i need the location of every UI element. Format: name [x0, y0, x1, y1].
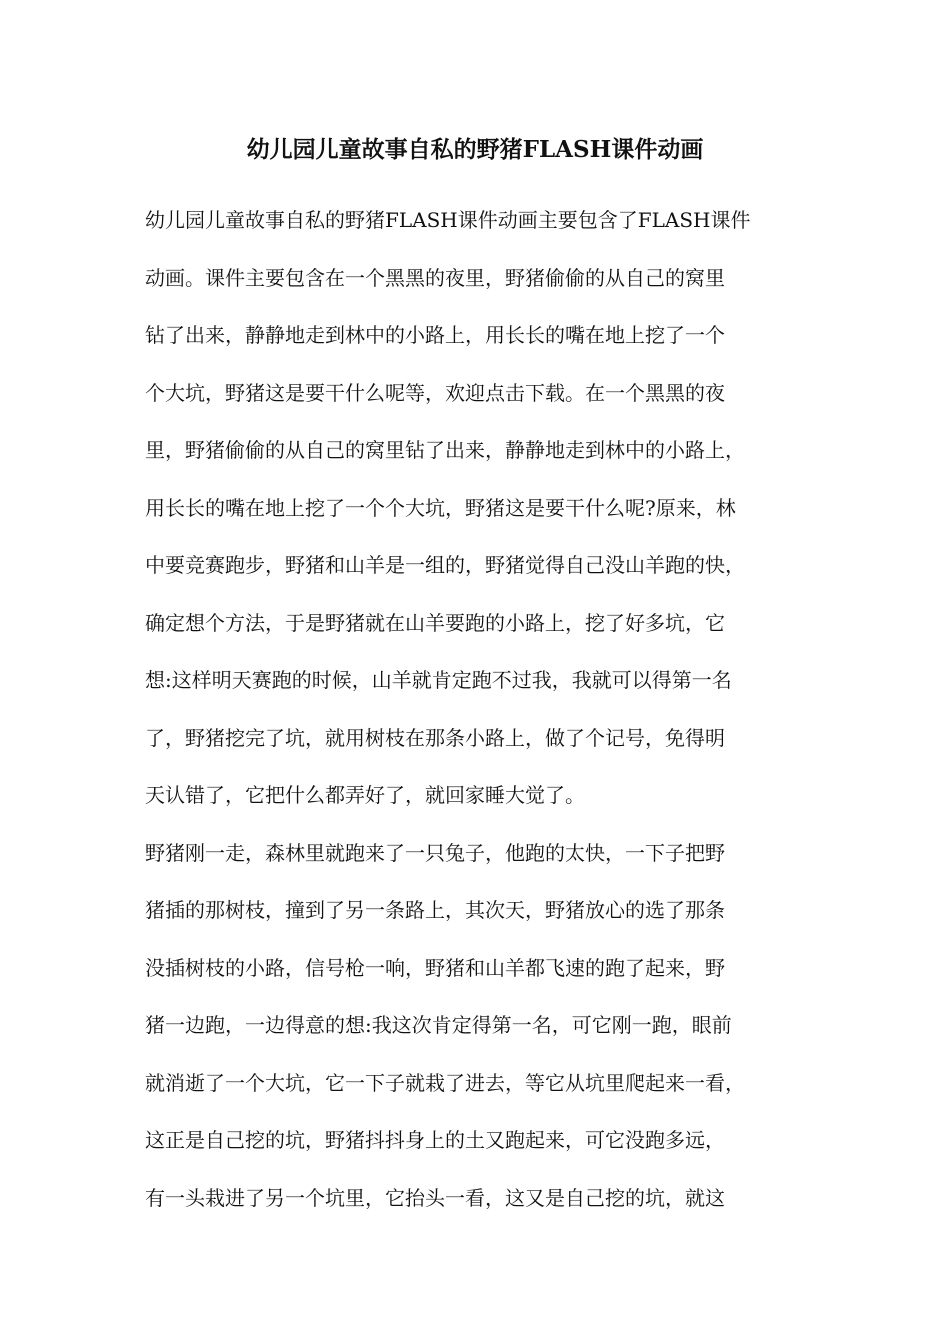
body-line-15: 猪一边跑，一边得意的想:我这次肯定得第一名，可它刚一跑，眼前 [145, 1013, 732, 1037]
body-line-9: 想:这样明天赛跑的时候，山羊就肯定跑不过我，我就可以得第一名 [145, 668, 732, 692]
body-line-3: 钻了出来，静静地走到林中的小路上，用长长的嘴在地上挖了一个 [145, 323, 725, 347]
body-line-11: 天认错了，它把什么都弄好了，就回家睡大觉了。 [145, 783, 585, 807]
body-line-12: 野猪刚一走，森林里就跑来了一只兔子，他跑的太快，一下子把野 [145, 841, 725, 865]
body-line-10: 了，野猪挖完了坑，就用树枝在那条小路上，做了个记号，免得明 [145, 726, 725, 750]
document-title: 幼儿园儿童故事自私的野猪FLASH课件动画 [246, 136, 704, 163]
body-line-18: 有一头栽进了另一个坑里，它抬头一看，这又是自己挖的坑，就这 [145, 1186, 725, 1210]
body-line-7: 中要竞赛跑步，野猪和山羊是一组的，野猪觉得自己没山羊跑的快， [145, 553, 745, 577]
body-line-6: 用长长的嘴在地上挖了一个个大坑，野猪这是要干什么呢?原来，林 [145, 496, 736, 520]
body-line-14: 没插树枝的小路，信号枪一响，野猪和山羊都飞速的跑了起来，野 [145, 956, 725, 980]
body-line-5: 里，野猪偷偷的从自己的窝里钻了出来，静静地走到林中的小路上， [145, 438, 745, 462]
body-line-8: 确定想个方法，于是野猪就在山羊要跑的小路上，挖了好多坑，它 [145, 611, 725, 635]
body-line-13: 猪插的那树枝，撞到了另一条路上，其次天，野猪放心的选了那条 [145, 898, 725, 922]
body-line-2: 动画。课件主要包含在一个黑黑的夜里，野猪偷偷的从自己的窝里 [145, 266, 725, 290]
body-line-1: 幼儿园儿童故事自私的野猪FLASH课件动画主要包含了FLASH课件 [145, 208, 751, 232]
body-line-17: 这正是自己挖的坑，野猪抖抖身上的土又跑起来，可它没跑多远， [145, 1128, 725, 1152]
body-line-4: 个大坑，野猪这是要干什么呢等，欢迎点击下载。在一个黑黑的夜 [145, 381, 725, 405]
body-line-16: 就消逝了一个大坑，它一下子就栽了进去，等它从坑里爬起来一看， [145, 1071, 745, 1095]
